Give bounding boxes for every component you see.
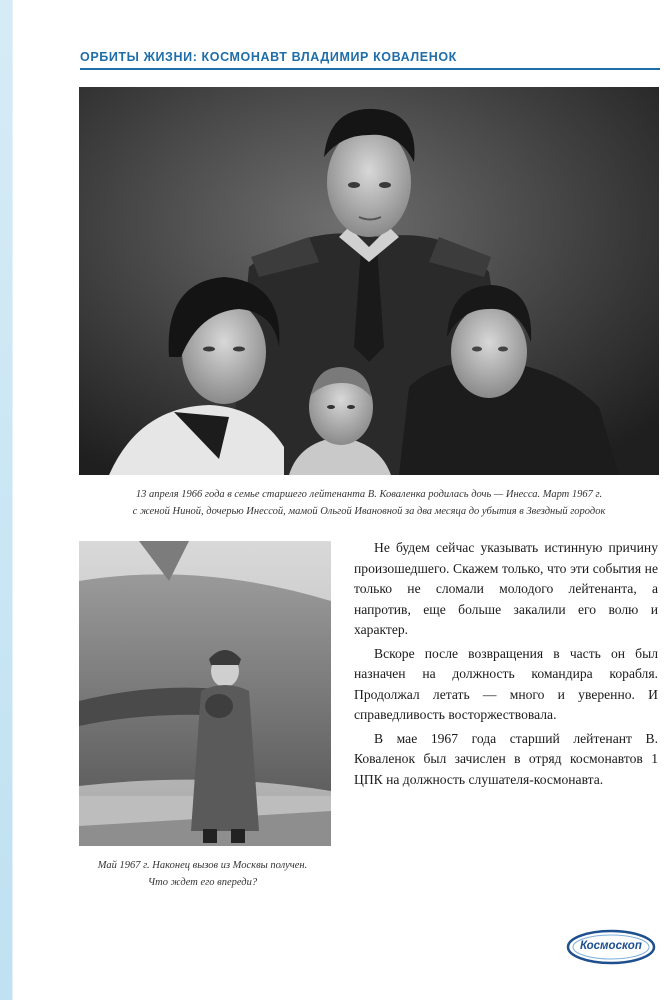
caption-line: Май 1967 г. Наконец вызов из Москвы получен. — [97, 860, 308, 871]
article-paragraph: Не будем сейчас указывать истинную причину произошедшего. Скажем только, что эти события не только не сломали молодого лейтенанта, а напротив, еще больше закалили его волю и характер. — [354, 540, 658, 637]
page-header-title: ОРБИТЫ ЖИЗНИ: КОСМОНАВТ ВЛАДИМИР КОВАЛЕНОК — [80, 50, 457, 64]
header-rule — [80, 68, 660, 70]
article-paragraph: В мае 1967 года старший лейтенант В. Коваленок был зачислен в отряд космонавтов 1 ЦПК на должность слушателя-космонавта. — [354, 730, 658, 787]
kosmoskop-logo — [565, 927, 657, 967]
caption-line: Что ждет его впереди? — [147, 877, 258, 888]
airfield-photo-caption — [50, 857, 355, 891]
left-decorative-band — [0, 0, 12, 1000]
family-photo-illustration — [79, 87, 659, 475]
article-paragraph: Вскоре после возвращения в часть он был назначен на должность командира корабля. Продолжал летать — много и уверенно. И справедливость восторжествовала. — [354, 645, 658, 722]
family-photo-caption — [79, 486, 659, 520]
caption-line: с женой Ниной, дочерью Инессой, мамой Ольгой Ивановной за два месяца до убытия в Звездный городок — [132, 506, 606, 517]
logo-text: Космоскоп — [580, 940, 642, 952]
caption-line: 13 апреля 1966 года в семье старшего лейтенанта В. Коваленка родилась дочь — Инесса. Март 1967 г. — [135, 489, 603, 500]
article-body — [354, 538, 658, 793]
family-photo — [79, 87, 659, 475]
airfield-photo — [79, 541, 331, 846]
airfield-photo-illustration — [79, 541, 331, 846]
